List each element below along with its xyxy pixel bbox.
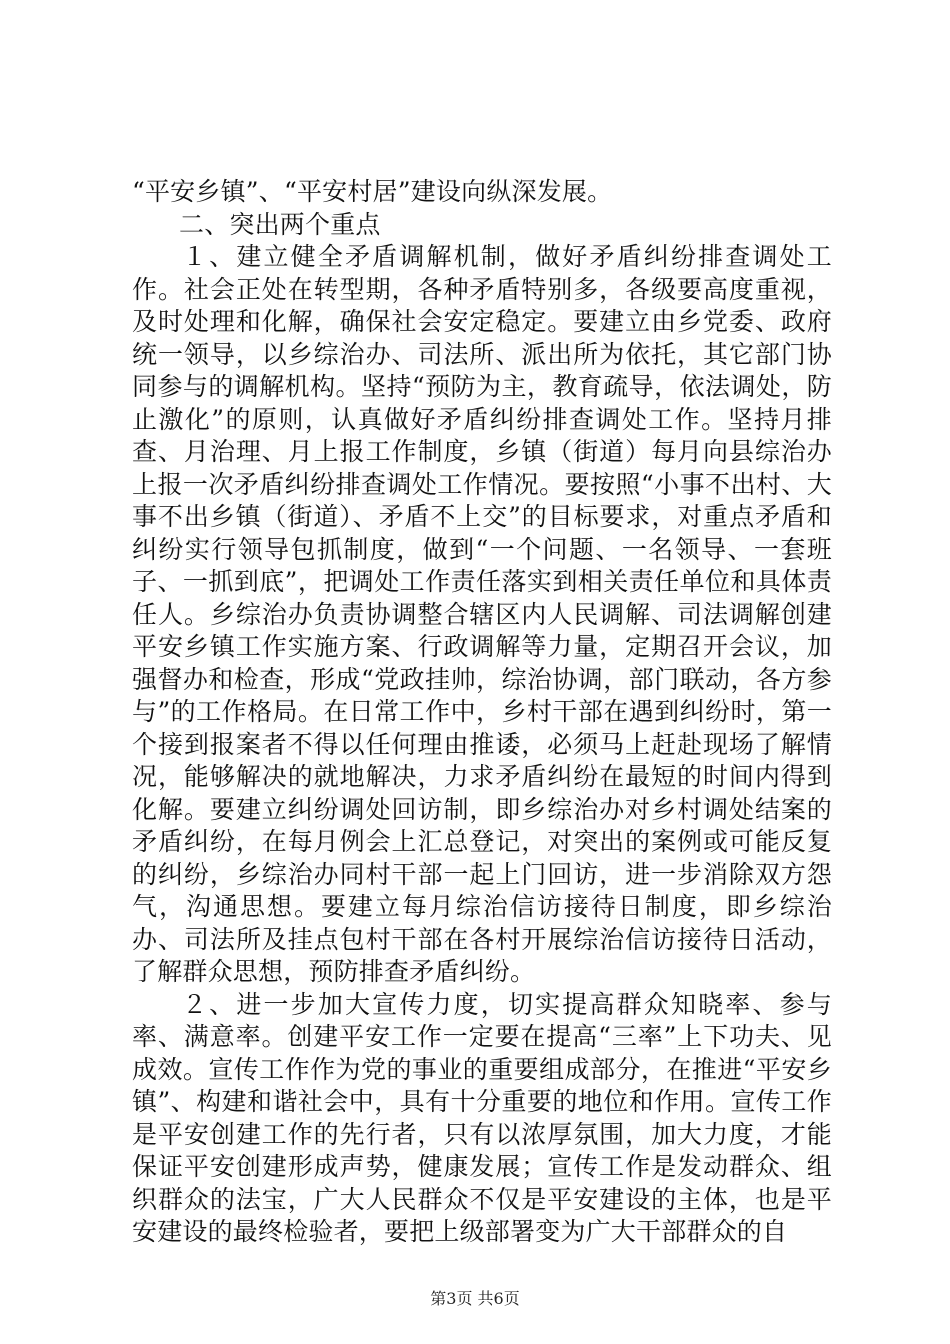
paragraph-continuation: “平安乡镇”、“平安村居”建设向纵深发展。 [132, 177, 613, 206]
page-footer: 第3页 共6页 [430, 1289, 520, 1308]
paragraph-point-2: ２、进一步加大宣传力度，切实提高群众知晓率、参与率、满意率。创建平安工作一定要在提高“三率”上下功夫、见成效。宣传工作作为党的事业的重要组成部分，在推进“平安乡镇”、构建和谐社会中，具有十分重要的地位和作用。宣传工作是平安创建工作的先行者，只有以浓厚氛围，加大力度，才能保证平安创建形成声势，健康发展；宣传工作是发动群众、组织群众的法宝，广大人民群众不仅是平安建设的主体，也是平安建设的最终检验者，要把上级部署变为广大干部群众的自 [132, 989, 832, 1246]
document-body [132, 176, 832, 1249]
paragraph-point-1: １、建立健全矛盾调解机制，做好矛盾纠纷排查调处工作。社会正处在转型期，各种矛盾特别多，各级要高度重视，及时处理和化解，确保社会安定稳定。要建立由乡党委、政府统一领导，以乡综治办、司法所、派出所为依托，其它部门协同参与的调解机构。坚持“预防为主，教育疏导，依法调处，防止激化”的原则，认真做好矛盾纠纷排查调处工作。坚持月排查、月治理、月上报工作制度，乡镇（街道）每月向县综治办上报一次矛盾纠纷排查调处工作情况。要按照“小事不出村、大事不出乡镇（街道）、矛盾不上交”的目标要求，对重点矛盾和纠纷实行领导包抓制度，做到“一个问题、一名领导、一套班子、一抓到底”，把调处工作责任落实到相关责任单位和具体责任人。乡综治办负责协调整合辖区内人民调解、司法调解创建平安乡镇工作实施方案、行政调解等力量，定期召开会议，加强督办和检查，形成“党政挂帅，综治协调，部门联动，各方参与”的工作格局。在日常工作中，乡村干部在遇到纠纷时，第一个接到报案者不得以任何理由推诿，必须马上赶赴现场了解情况，能够解决的就地解决，力求矛盾纠纷在最短的时间内得到化解。要建立纠纷调处回访制，即乡综治办对乡村调处结案的矛盾纠纷，在每月例会上汇总登记，对突出的案例或可能反复的纠纷，乡综治办同村干部一起上门回访，进一步消除双方怨气，沟通思想。要建立每月综治信访接待日制度，即乡综治办、司法所及挂点包村干部在各村开展综治信访接待日活动，了解群众思想，预防排查矛盾纠纷。 [132, 242, 832, 986]
section-heading: 二、突出两个重点 [179, 209, 381, 239]
